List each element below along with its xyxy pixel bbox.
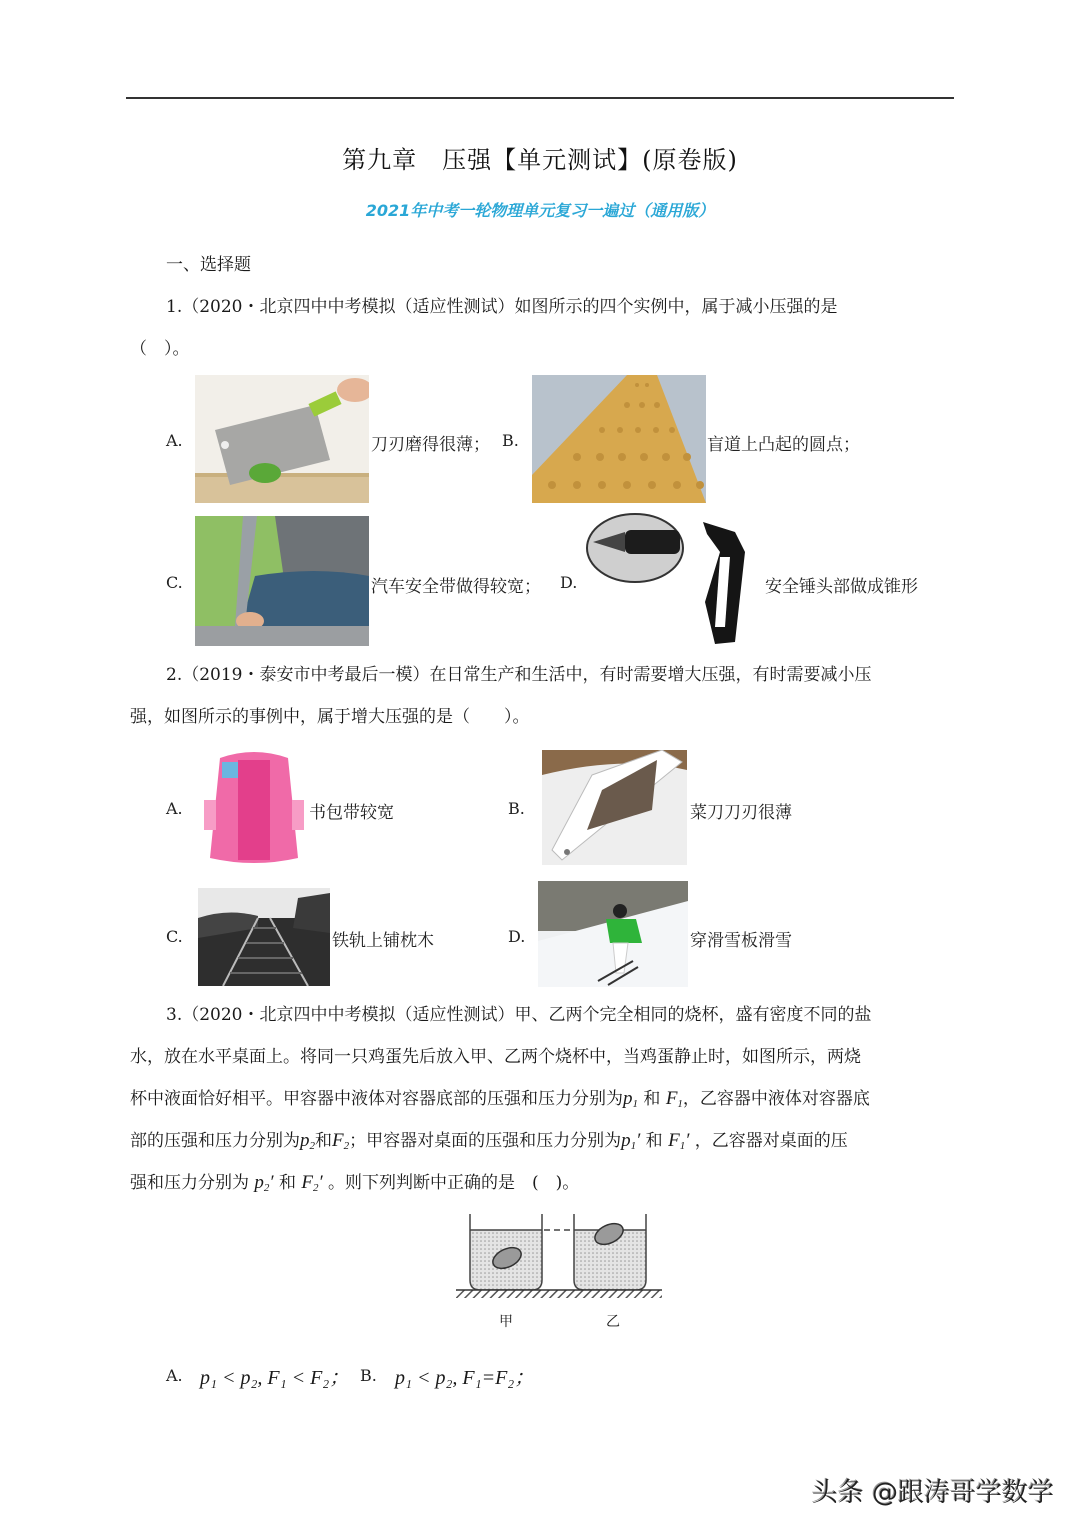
var-F2-prime: $F_2'$ (301, 1172, 323, 1194)
q1-option-a-label: A. (166, 431, 183, 450)
q3-line4-text: 部的压强和压力分别为 (130, 1131, 300, 1151)
q3-option-b-text: p₁ < p₂, F₁=F₂； (395, 1367, 535, 1389)
section-heading: 一、选择题 (166, 255, 251, 275)
q1-option-d-label: D. (560, 573, 578, 592)
q2-option-b-caption: 菜刀刀刃很薄 (690, 803, 792, 823)
q3-line4-end: ，乙容器对桌面的压 (694, 1131, 848, 1151)
var-p1-prime: $p_1'$ (621, 1130, 641, 1152)
q1-option-d-caption: 安全锤头部做成锥形 (765, 577, 918, 597)
var-p1: $p_1$ (623, 1088, 638, 1110)
q1-option-c-caption: 汽车安全带做得较宽； (371, 577, 541, 597)
q1-stem-line1: 1.（2020・北京四中中考模拟（适应性测试）如图所示的四个实例中，属于减小压强的是 (166, 297, 838, 317)
header-rule (126, 97, 954, 99)
q3-stem-line4 (130, 1130, 848, 1157)
beaker-label-jia: 甲 (499, 1314, 513, 1330)
q3-option-b-label: B. (360, 1366, 377, 1385)
q3-line3-text: 杯中液面恰好相平。甲容器中液体对容器底部的压强和压力分别为 (130, 1089, 623, 1109)
q2-image-backpack (200, 750, 308, 868)
q2-option-d-label: D. (508, 927, 526, 946)
q1-option-c-label: C. (166, 573, 183, 592)
q1-image-seatbelt (195, 516, 369, 646)
q3-stem-line1: 3.（2020・北京四中中考模拟（适应性测试）甲、乙两个完全相同的烧杯，盛有密度不同的盐 (166, 1005, 872, 1025)
q1-image-safety-hammer (585, 512, 760, 650)
q2-image-railway (198, 888, 330, 986)
q1-image-cleaver (195, 375, 369, 503)
q2-option-c-caption: 铁轨上铺枕木 (332, 931, 434, 951)
q3-stem-line5 (130, 1172, 579, 1199)
q3-option-a-label: A. (166, 1366, 183, 1385)
q2-option-d-caption: 穿滑雪板滑雪 (690, 931, 792, 951)
q3-line5-end: 。则下列判断中正确的是 ( )。 (328, 1173, 580, 1193)
q3-line5-and: 和 (278, 1173, 296, 1193)
q2-option-b-label: B. (508, 799, 525, 818)
q3-beaker-figure (452, 1208, 664, 1334)
q3-stem-line3 (130, 1088, 870, 1115)
watermark: 头条 @跟涛哥学数学 (811, 1478, 1054, 1508)
var-F2: $F_2$ (332, 1130, 350, 1152)
page-title: 第九章 压强【单元测试】(原卷版) (342, 146, 738, 174)
page-subtitle: 2021年中考一轮物理单元复习一遍过（通用版） (365, 201, 715, 220)
var-F1-prime: $F_1'$ (668, 1130, 690, 1152)
q2-stem-line1: 2.（2019・泰安市中考最后一模）在日常生产和生活中，有时需要增大压强，有时需要减小压 (166, 665, 872, 685)
q1-image-tactile-paving (532, 375, 706, 503)
q3-line4-and: 和 (315, 1131, 332, 1151)
var-F1: $F_1$ (665, 1088, 683, 1110)
q3-line5-text: 强和压力分别为 (130, 1173, 249, 1193)
q1-option-b-caption: 盲道上凸起的圆点； (707, 435, 860, 455)
q3-line4-and2: 和 (645, 1131, 663, 1151)
q2-option-a-label: A. (166, 799, 183, 818)
q3-stem-line2: 水，放在水平桌面上。将同一只鸡蛋先后放入甲、乙两个烧杯中，当鸡蛋静止时，如图所示，两烧 (130, 1047, 861, 1067)
q1-stem-line2: （ ）。 (130, 339, 190, 359)
q2-image-kitchen-knife (542, 750, 687, 865)
q1-option-a-caption: 刀刃磨得很薄； (371, 435, 490, 455)
q2-stem-line2: 强，如图所示的事例中，属于增大压强的是（ ）。 (130, 707, 530, 727)
var-p2-prime: $p_2'$ (254, 1172, 274, 1194)
q2-option-c-label: C. (166, 927, 183, 946)
q2-image-skier (538, 881, 688, 987)
q3-line3-end: ，乙容器中液体对容器底 (682, 1089, 870, 1109)
q3-line3-and: 和 (643, 1089, 661, 1109)
q3-option-a-text: p₁ < p₂, F₁ < F₂； (200, 1367, 350, 1389)
var-p2: $p_2$ (300, 1130, 315, 1152)
beaker-label-yi: 乙 (606, 1314, 620, 1330)
q1-option-b-label: B. (502, 431, 519, 450)
q2-option-a-caption: 书包带较宽 (309, 803, 394, 823)
q3-line4-mid: ；甲容器对桌面的压强和压力分别为 (349, 1131, 622, 1151)
